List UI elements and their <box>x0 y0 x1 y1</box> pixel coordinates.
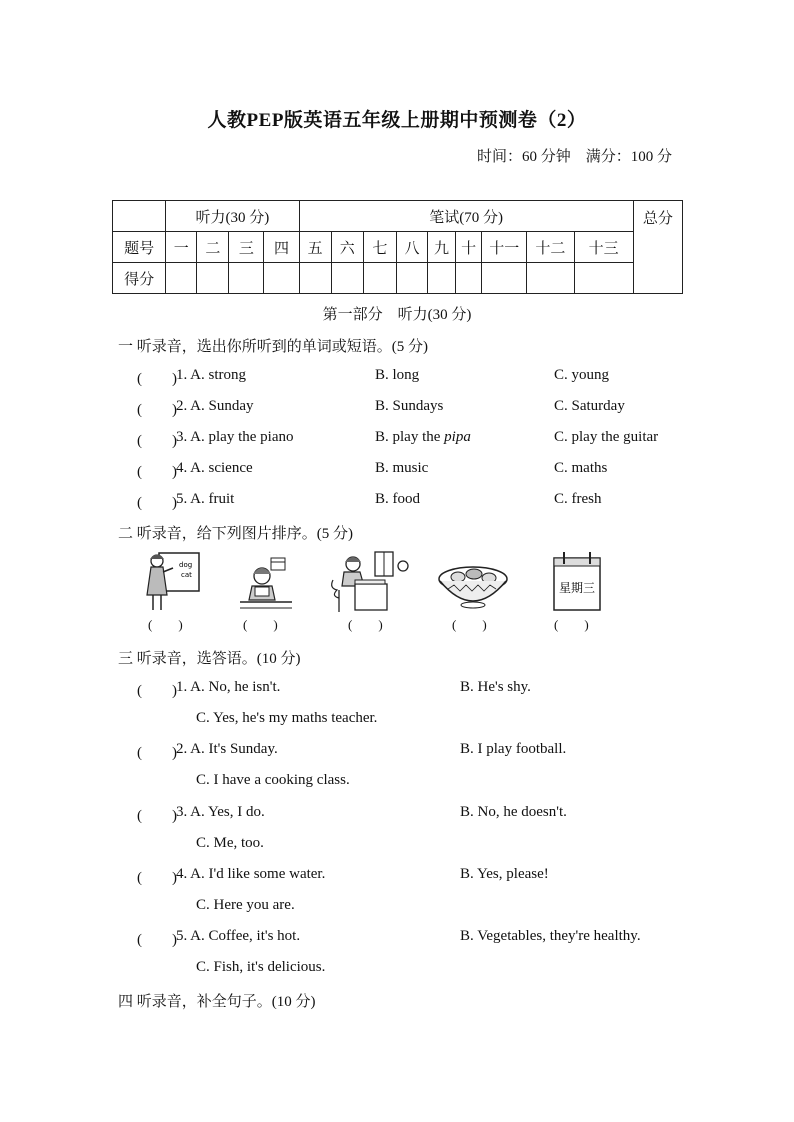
option-b <box>375 429 471 446</box>
picture-paren[interactable]: ( ) <box>554 617 589 632</box>
score-cell[interactable] <box>574 263 633 294</box>
boy-desk-icon <box>327 550 413 614</box>
board-text-cat: cat <box>181 571 192 579</box>
option-c: C. young <box>554 367 610 383</box>
score-table-row-label: 题号 <box>113 232 166 263</box>
picture-paren[interactable]: ( ) <box>348 617 383 632</box>
option-c: C. Here you are. <box>196 897 295 913</box>
score-cell[interactable] <box>527 263 574 294</box>
option-c: C. Yes, he's my maths teacher. <box>196 710 378 726</box>
page-title: 人教PEP版英语五年级上册期中预测卷（2） <box>207 110 587 131</box>
option-b: B. Vegetables, they're healthy. <box>460 928 641 944</box>
option-a: 3. A. Yes, I do. <box>176 804 265 820</box>
score-cell[interactable] <box>363 263 396 294</box>
option-b: B. food <box>375 491 420 507</box>
score-cell[interactable] <box>482 263 527 294</box>
option-b: B. Sundays <box>375 398 444 414</box>
calendar-icon <box>552 550 602 612</box>
section3-heading: 三 听录音，选答语。(10 分) <box>118 651 301 667</box>
score-cell[interactable] <box>166 263 197 294</box>
answer-paren[interactable]: ( ) <box>137 870 177 886</box>
option-c: C. fresh <box>554 491 602 507</box>
score-table-total: 总分 <box>633 201 682 294</box>
picture-paren[interactable]: ( ) <box>148 617 183 632</box>
part1-heading: 第一部分 听力(30 分) <box>322 307 472 323</box>
option-c: C. Saturday <box>554 398 625 414</box>
section2-heading: 二 听录音，给下列图片排序。(5 分) <box>118 526 353 542</box>
section1-heading: 一 听录音，选出你所听到的单词或短语。(5 分) <box>118 339 428 355</box>
option-b: B. No, he doesn't. <box>460 804 567 820</box>
score-table-col: 五 <box>299 232 331 263</box>
score-table-col: 七 <box>363 232 396 263</box>
answer-paren[interactable]: ( ) <box>137 808 177 824</box>
answer-paren[interactable]: ( ) <box>137 932 177 948</box>
option-a: 1. A. strong <box>176 367 247 383</box>
answer-paren[interactable]: ( ) <box>137 683 177 699</box>
option-c: C. I have a cooking class. <box>196 772 350 788</box>
option-a: 5. A. fruit <box>176 491 235 507</box>
score-table-col: 二 <box>197 232 229 263</box>
score-table-col: 六 <box>331 232 363 263</box>
option-a: 4. A. I'd like some water. <box>176 866 326 882</box>
score-table-col: 十三 <box>574 232 633 263</box>
fruit-bowl-icon <box>436 563 510 609</box>
option-c: C. maths <box>554 460 608 476</box>
score-cell[interactable] <box>264 263 299 294</box>
score-table-col: 八 <box>396 232 427 263</box>
score-table-col: 三 <box>229 232 264 263</box>
option-b-italic: pipa <box>444 429 471 445</box>
option-a: 3. A. play the piano <box>176 429 294 445</box>
section4-heading: 四 听录音，补全句子。(10 分) <box>118 994 316 1010</box>
board-text-dog: dog <box>179 561 193 569</box>
score-cell[interactable] <box>456 263 482 294</box>
option-b: B. long <box>375 367 420 383</box>
answer-paren[interactable]: ( ) <box>137 433 177 449</box>
score-table-listening: 听力(30 分) <box>166 201 299 232</box>
option-a: 4. A. science <box>176 460 253 476</box>
score-table-col: 十 <box>456 232 482 263</box>
option-a: 5. A. Coffee, it's hot. <box>176 928 301 944</box>
picture-paren[interactable]: ( ) <box>243 617 278 632</box>
option-a: 1. A. No, he isn't. <box>176 679 281 695</box>
answer-paren[interactable]: ( ) <box>137 402 177 418</box>
score-cell[interactable] <box>299 263 331 294</box>
score-table <box>112 200 683 294</box>
teacher-blackboard-icon <box>143 550 205 614</box>
option-b: B. He's shy. <box>460 679 531 695</box>
answer-paren[interactable]: ( ) <box>137 464 177 480</box>
option-c: C. Fish, it's delicious. <box>196 959 326 975</box>
score-table-col: 十一 <box>482 232 527 263</box>
score-table-row-label: 得分 <box>113 263 166 294</box>
option-c: C. play the guitar <box>554 429 659 445</box>
score-table-col: 四 <box>264 232 299 263</box>
score-cell[interactable] <box>331 263 363 294</box>
score-cell[interactable] <box>396 263 427 294</box>
score-cell[interactable] <box>229 263 264 294</box>
score-table-col: 十二 <box>527 232 574 263</box>
option-c: C. Me, too. <box>196 835 264 851</box>
girl-reading-icon <box>238 556 294 612</box>
score-table-col: 九 <box>428 232 456 263</box>
option-b: B. music <box>375 460 429 476</box>
option-b: B. I play football. <box>460 741 567 757</box>
option-b-prefix: B. play the <box>375 429 445 445</box>
option-a: 2. A. Sunday <box>176 398 254 414</box>
option-a: 2. A. It's Sunday. <box>176 741 278 757</box>
answer-paren[interactable]: ( ) <box>137 495 177 511</box>
score-cell[interactable] <box>428 263 456 294</box>
option-b: B. Yes, please! <box>460 866 549 882</box>
answer-paren[interactable]: ( ) <box>137 371 177 387</box>
calendar-text: 星期三 <box>558 581 596 595</box>
score-table-corner <box>113 201 166 232</box>
score-cell[interactable] <box>197 263 229 294</box>
score-table-col: 一 <box>166 232 197 263</box>
time-info: 时间：60 分钟 满分：100 分 <box>476 149 672 165</box>
picture-paren[interactable]: ( ) <box>452 617 487 632</box>
answer-paren[interactable]: ( ) <box>137 745 177 761</box>
score-table-writing: 笔试(70 分) <box>299 201 633 232</box>
